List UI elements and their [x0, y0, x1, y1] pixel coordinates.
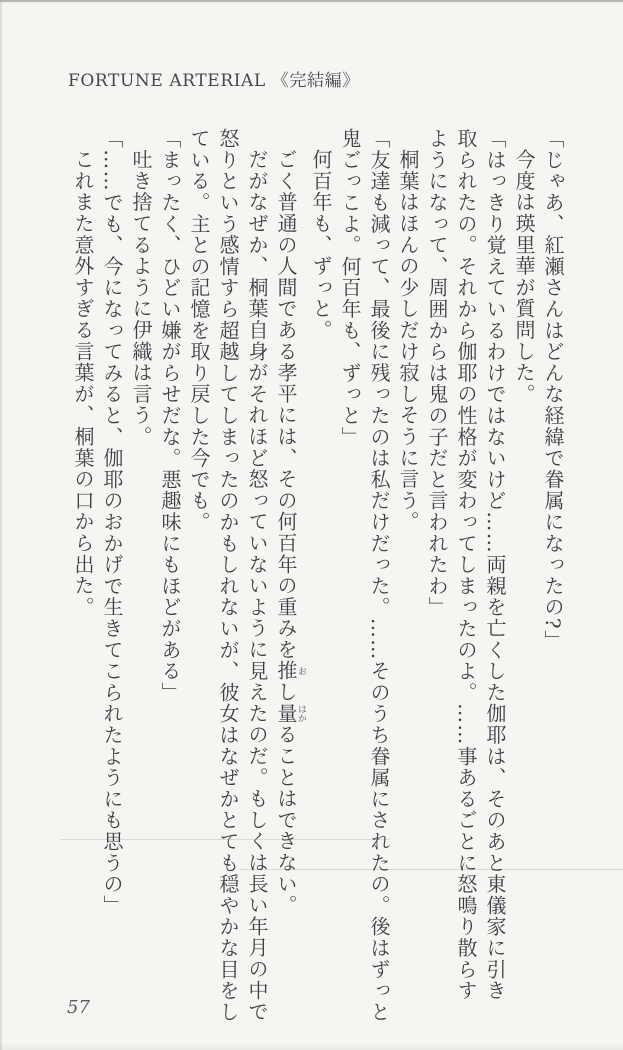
text-line: 「はっきり覚えているわけではないけど……両親を亡くした伽耶は、そのあと東儀家に引き [483, 128, 507, 1002]
text-line: だがなぜか、桐葉自身がそれほど怒っていないように見えたのだ。もしくは長い年月の中で [245, 149, 269, 1023]
text-line: 鬼ごっこよ。何百年も、ずっと」 [338, 128, 362, 448]
text-line: 取られたの。それから伽耶の性格が変わってしまったのよ。……事あるごとに怒鳴り散らす [454, 128, 478, 1002]
scan-edge-left [0, 0, 2, 1050]
scan-edge-top [0, 0, 623, 2]
text-line: ごく普通の人間である孝平には、その何百年の重みを推おし量はかることはできない。 [274, 149, 306, 916]
page-number: 57 [67, 997, 90, 1018]
text-line: ようになって、周囲からは鬼の子だと言われたわ」 [425, 128, 449, 618]
text-columns [68, 128, 567, 1023]
text-line: 「……でも、今になってみると、伽耶のおかげで生きてこられたようにも思うの」 [100, 128, 124, 917]
text-line: 「じゃあ、紅瀬さんはどんな経緯で眷属になったの?」 [541, 128, 565, 652]
text-line: 今度は瑛里華が質問した。 [512, 149, 536, 405]
text-line: 「友達も減って、最後に残ったのは私だけだった。……そのうち眷属にされたの。後はずっと [367, 128, 391, 1023]
text-line: ている。主との記憶を取り戻した今でも。 [187, 128, 211, 533]
text-line: 怒りという感情すら超越してしまったのかもしれないが、彼女はなぜかとても穏やかな目をし [216, 128, 240, 1023]
text-line: 何百年も、ずっと。 [309, 149, 333, 341]
text-line: 桐葉はほんの少しだけ寂しそうに言う。 [396, 149, 420, 533]
text-line: 「まったく、ひどい嫌がらせだな。悪趣味にもほどがある」 [158, 128, 182, 704]
running-header: FORTUNE ARTERIAL 《完結編》 [68, 71, 360, 91]
text-line: これまた意外すぎる言葉が、桐葉の口から出た。 [71, 149, 95, 618]
text-line: 吐き捨てるように伊織は言う。 [129, 149, 153, 448]
